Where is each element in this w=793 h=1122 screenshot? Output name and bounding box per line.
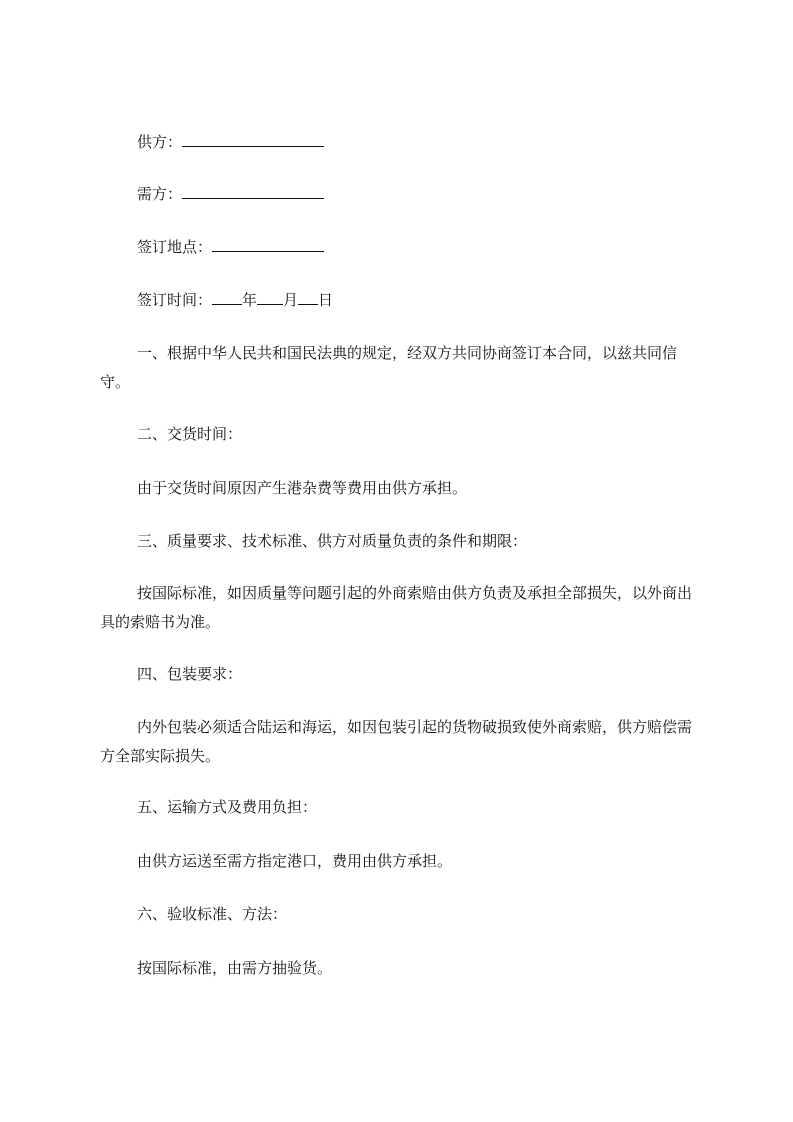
section-5-body: 由供方运送至需方指定港口，费用由供方承担。	[137, 852, 453, 870]
year-blank[interactable]	[212, 290, 242, 305]
buyer-field	[137, 184, 324, 204]
section-4-body: 内外包装必须适合陆运和海运，如因包装引起的货物破损致使外商索赔，供方赔偿需方全部实际损失。	[100, 718, 693, 765]
section-6-title: 六、验收标准、方法：	[137, 905, 288, 923]
day-blank[interactable]	[298, 290, 318, 305]
supplier-blank[interactable]	[182, 132, 324, 147]
supplier-label: 供方：	[137, 133, 183, 151]
place-blank[interactable]	[212, 237, 324, 252]
section-2-title: 二、交货时间：	[137, 425, 243, 443]
section-4-title: 四、包装要求：	[137, 665, 243, 683]
section-3-title: 三、质量要求、技术标准、供方对质量负责的条件和期限：	[137, 532, 528, 550]
section-6-body: 按国际标准，由需方抽验货。	[137, 959, 333, 977]
year-label: 年	[242, 291, 258, 309]
section-3-body: 按国际标准，如因质量等问题引起的外商索赔由供方负责及承担全部损失，以外商出具的索赔书为准。	[100, 584, 693, 631]
month-blank[interactable]	[257, 290, 283, 305]
section-1-text: 一、根据中华人民共和国民法典的规定，经双方共同协商签订本合同，以兹共同信守。	[100, 344, 678, 391]
date-label: 签订时间：	[137, 291, 213, 309]
day-label: 日	[318, 291, 334, 309]
date-field	[137, 290, 333, 310]
place-field	[137, 237, 324, 257]
section-2-body: 由于交货时间原因产生港杂费等费用由供方承担。	[137, 479, 468, 497]
place-label: 签订地点：	[137, 238, 213, 256]
section-5-title: 五、运输方式及费用负担：	[137, 798, 318, 816]
month-label: 月	[283, 291, 299, 309]
buyer-label: 需方：	[137, 185, 183, 203]
buyer-blank[interactable]	[182, 184, 324, 199]
supplier-field	[137, 132, 324, 152]
